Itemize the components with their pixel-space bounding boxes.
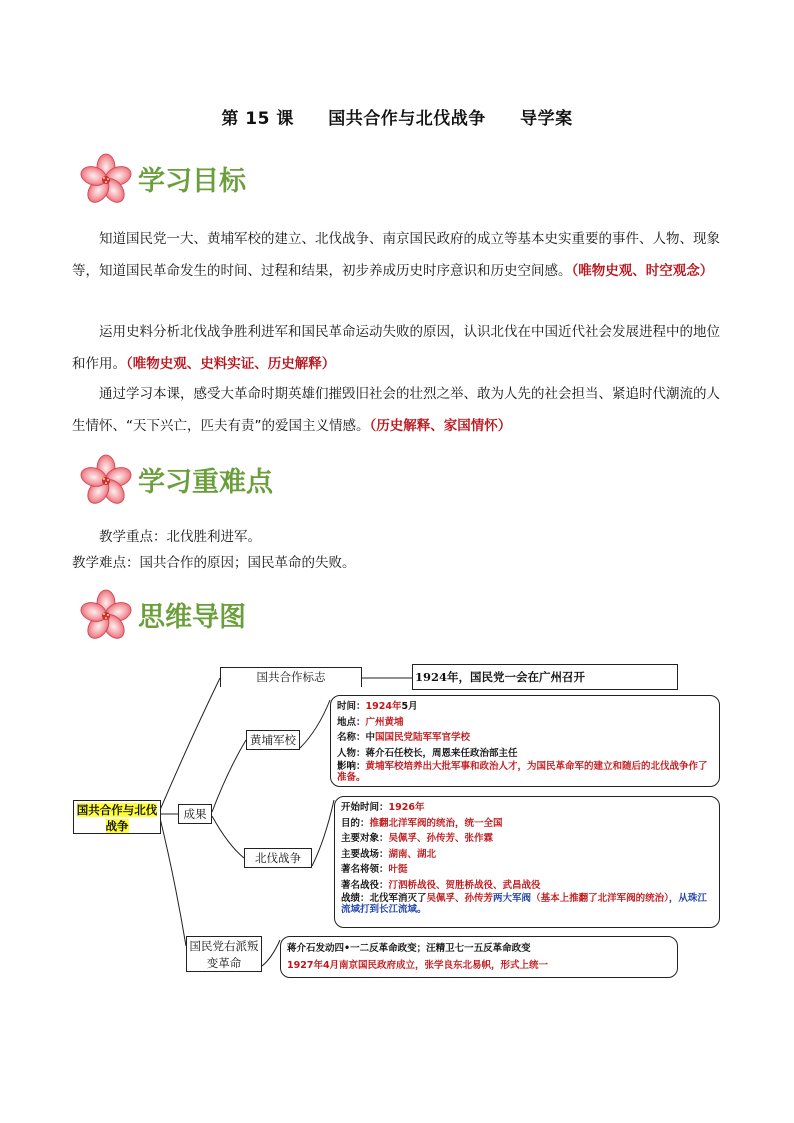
section-title: 思维导图 xyxy=(138,601,246,633)
section-goals-heading xyxy=(78,150,246,206)
mindmap-whampoa-detail: 时间：1924年5月 地点：广州黄埔 名称：中国国民党陆军军官学校 人物：蒋介石任校长，周恩来任政治部主任 影响：黄埔军校培养出大批军事和政治人才，为国民革命军的建立和随后的北伐战争作了准备。 xyxy=(330,695,720,787)
goal-paragraph-2: 运用史料分析北伐战争胜利进军和国民革命运动失败的原因，认识北伐在中国近代社会发展进程中的地位和作用。（唯物史观、史料实证、历史解释） xyxy=(72,324,720,372)
teaching-difficulty: 教学难点：国共合作的原因；国民革命的失败。 xyxy=(72,555,356,571)
goal-paragraph-3: 通过学习本课，感受大革命时期英雄们摧毁旧社会的壮烈之举、敢为人先的社会担当、紧追时代潮流的人生情怀、“天下兴亡，匹夫有责”的爱国主义情感。（历史解释、家国情怀） xyxy=(72,386,720,434)
lesson-topic: 国共合作与北伐战争 xyxy=(328,109,486,129)
doc-type: 导学案 xyxy=(520,109,573,129)
goal-paragraph-1: 知道国民党一大、黄埔军校的建立、北伐战争、南京国民政府的成立等基本史实重要的事件、人物、现象等，知道国民革命发生的时间、过程和结果，初步养成历史时序意识和历史空间感。（唯物史观、时空观念） xyxy=(72,231,720,279)
section-keypoints-heading xyxy=(78,451,273,507)
page-title xyxy=(0,104,794,129)
flower-icon xyxy=(78,451,134,507)
mindmap-achievement: 成果 xyxy=(178,804,212,824)
flower-icon xyxy=(78,150,134,206)
mindmap-expedition-detail: 开始时间：1926年 目的：推翻北洋军阀的统治，统一全国 主要对象：吴佩孚、孙传芳、张作霖 主要战场：湖南、湖北 著名将领：叶挺 著名战役：汀泗桥战役、贺胜桥战役、武昌战役 战绩：北伐军消灭了吴佩孚、孙传芳两大军阀（基本上推翻了北洋军阀的统治），从珠江流域打到长江流域。 xyxy=(334,796,720,928)
section-title: 学习重难点 xyxy=(138,466,273,498)
lesson-number: 第 15 课 xyxy=(221,109,294,129)
mindmap-coop-sign-detail: 1924年，国民党一会在广州召开 xyxy=(412,664,678,690)
teaching-focus: 教学重点：北伐胜利进军。 xyxy=(99,529,261,545)
mindmap-betrayal: 国民党右派叛变革命 xyxy=(186,936,262,972)
mindmap-expedition: 北伐战争 xyxy=(244,848,312,868)
mindmap-root: 国共合作与北伐战争 xyxy=(73,800,161,834)
mindmap-whampoa: 黄埔军校 xyxy=(246,730,300,750)
section-mindmap-heading xyxy=(78,586,246,642)
mindmap-coop-sign: 国共合作标志 xyxy=(220,667,362,687)
section-title: 学习目标 xyxy=(138,165,246,197)
flower-icon xyxy=(78,586,134,642)
mindmap-betrayal-detail: 蒋介石发动四•一二反革命政变；汪精卫七一五反革命政变 1927年4月南京国民政府成立，张学良东北易帜，形式上统一 xyxy=(280,936,678,978)
